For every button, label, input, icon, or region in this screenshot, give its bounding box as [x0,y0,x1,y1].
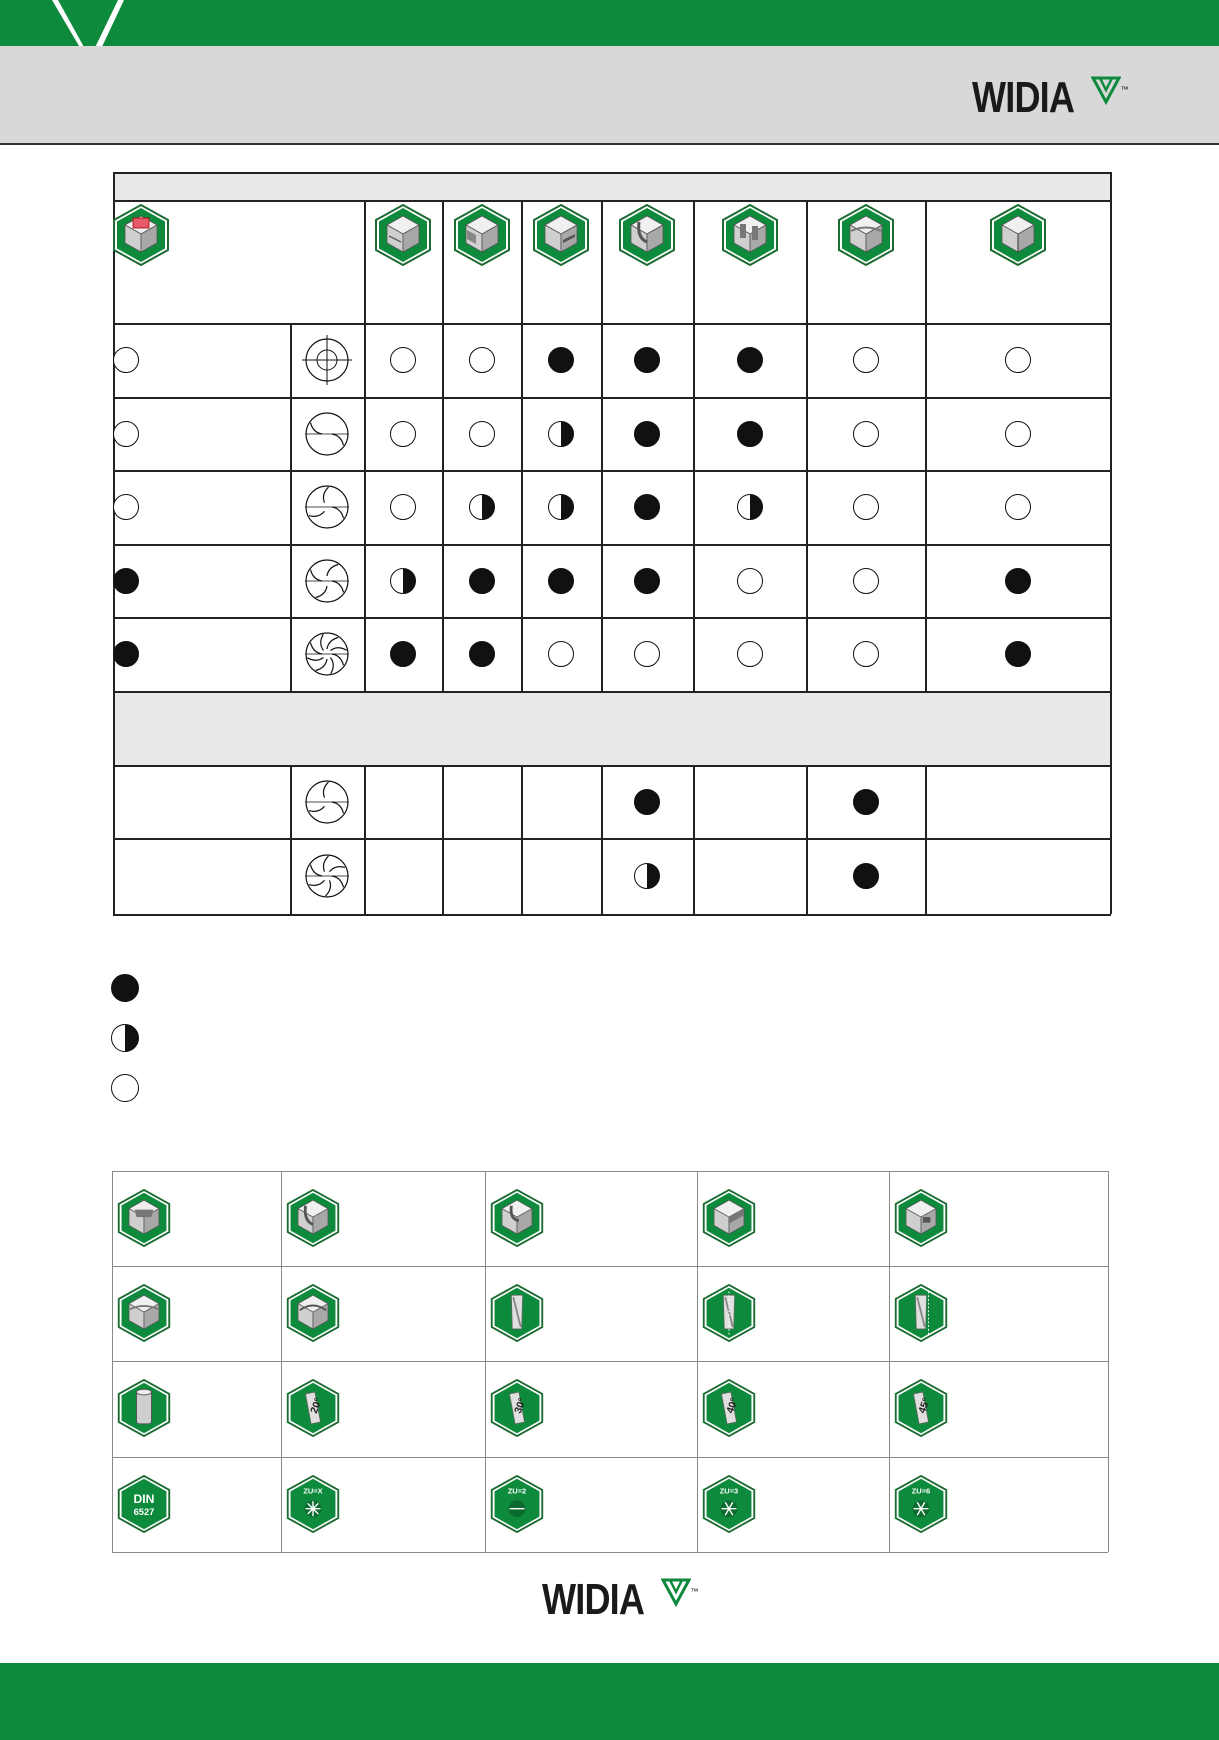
pocket-icon [117,1189,171,1247]
long-shank-icon [490,1284,544,1342]
rating-empty [737,568,763,594]
legend-empty [111,1074,139,1102]
matrix-vline [521,200,523,691]
icon-grid-vline [485,1171,486,1552]
full-slot-icon [619,204,675,266]
matrix-hline [113,914,1111,916]
zu-3-icon [702,1475,756,1533]
face-milling-icon [375,204,431,266]
rating-full [469,568,495,594]
icon-grid-vline [281,1171,282,1552]
legend-empty-dot [111,1074,139,1102]
rating-empty [634,641,660,667]
rating-full [548,347,574,373]
matrix-hline [113,765,1111,767]
matrix-vline [601,200,603,691]
icon-grid-hline [112,1266,1108,1267]
matrix-hline [113,691,1111,693]
rating-full [1005,568,1031,594]
rating-full [390,641,416,667]
matrix-vline [442,765,444,914]
ball-nose-2-flute-icon [302,777,352,827]
helix-45-icon [894,1379,948,1437]
bottom-green-bar [0,1663,1219,1740]
application-matrix [113,172,1111,914]
rating-half [469,494,495,520]
step-icon [702,1189,756,1247]
contour-3d-icon [286,1284,340,1342]
svg-text:20°: 20° [308,1396,325,1415]
rating-empty [853,494,879,520]
matrix-hline [113,397,1111,399]
matrix-section-row [113,691,1111,765]
svg-text:ZU=2: ZU=2 [507,1486,527,1496]
rating-full [634,494,660,520]
rating-empty [1005,494,1031,520]
3-flute-profile-icon [302,482,352,532]
rating-empty [113,421,139,447]
matrix-hline [113,838,1111,840]
matrix-vline [693,200,695,691]
svg-text:ZU=X: ZU=X [303,1486,323,1496]
rating-full [737,347,763,373]
icon-grid-vline [112,1171,113,1552]
header-logo [972,73,1129,122]
extra-long-shank-icon [894,1284,948,1342]
slot-icon [286,1189,340,1247]
legend-full [111,974,139,1002]
rating-empty [737,641,763,667]
matrix-title-row [113,172,1111,200]
slotting-icon [533,204,589,266]
zu-2-icon [490,1475,544,1533]
rating-full [113,568,139,594]
rating-empty [390,494,416,520]
helix-30-icon [490,1379,544,1437]
svg-text:30°: 30° [512,1396,529,1415]
svg-text:45°: 45° [916,1396,933,1415]
rating-empty [113,494,139,520]
trademark: ™ [1120,85,1129,94]
svg-text:ZU=6: ZU=6 [911,1486,931,1496]
side-milling-icon [990,204,1046,266]
top-green-bar [0,0,1219,46]
rating-empty [469,421,495,447]
ball-nose-4-flute-icon [302,851,352,901]
long-shank-coolant-icon [702,1284,756,1342]
rating-empty [853,641,879,667]
legend-full-dot [111,974,139,1002]
icon-grid-vline [1108,1171,1109,1552]
multi-flute-profile-icon [302,629,352,679]
copy-profile-icon [117,1284,171,1342]
svg-text:DIN: DIN [133,1492,155,1507]
cylindrical-shank-icon [117,1379,171,1437]
matrix-vline [290,765,292,914]
rating-empty [469,347,495,373]
zu-6-icon [894,1475,948,1533]
matrix-hline [113,470,1111,472]
rating-empty [1005,421,1031,447]
rating-half [737,494,763,520]
rating-empty [390,347,416,373]
matrix-hline [113,200,1111,202]
matrix-hline [113,323,1111,325]
icon-legend-grid [112,1171,1108,1552]
rating-full [634,568,660,594]
2-flute-profile-icon [302,409,352,459]
rating-half [548,494,574,520]
brand-name: WIDIA [972,73,1075,122]
din-6527-icon [117,1475,171,1533]
matrix-vline [806,765,808,914]
rating-half [390,568,416,594]
rating-empty [853,421,879,447]
legend-half-dot [111,1024,139,1052]
hard-material-icon [113,204,169,266]
rating-half [634,863,660,889]
footer-widia-triangle-icon [661,1578,691,1608]
shoulder-milling-icon [454,204,510,266]
svg-text:ZU=3: ZU=3 [719,1486,739,1496]
rating-empty [853,347,879,373]
rating-empty [1005,347,1031,373]
footer-brand-name: WIDIA [542,1575,645,1624]
helix-40-icon [702,1379,756,1437]
rating-full [634,347,660,373]
rating-full [469,641,495,667]
profile-3d-icon [838,204,894,266]
icon-grid-hline [112,1171,1108,1172]
rating-empty [390,421,416,447]
matrix-hline [113,172,1111,174]
matrix-hline [113,544,1111,546]
svg-text:6527: 6527 [133,1507,155,1518]
matrix-vline [925,200,927,691]
matrix-vline [925,765,927,914]
matrix-vline [442,200,444,691]
rating-full [634,421,660,447]
1-flute-crosshair-icon [302,335,352,385]
matrix-vline [601,765,603,914]
matrix-vline [113,172,115,914]
svg-text:40°: 40° [724,1396,741,1415]
rating-full [113,641,139,667]
rating-half [548,421,574,447]
matrix-vline [521,765,523,914]
ramping-icon [894,1189,948,1247]
4-flute-profile-icon [302,556,352,606]
rating-full [1005,641,1031,667]
icon-grid-hline [112,1361,1108,1362]
legend-half [111,1024,139,1052]
icon-grid-vline [889,1171,890,1552]
rating-full [853,863,879,889]
matrix-hline [113,617,1111,619]
rating-full [634,789,660,815]
footer-logo [542,1575,699,1624]
rating-empty [853,568,879,594]
widia-triangle-icon [1091,76,1121,106]
plunge-slot-icon [490,1189,544,1247]
footer-trademark: ™ [690,1587,699,1596]
rating-full [737,421,763,447]
matrix-vline [364,765,366,914]
rating-empty [548,641,574,667]
rating-empty [113,347,139,373]
matrix-vline [1110,172,1112,914]
matrix-vline [290,323,292,691]
pocketing-icon [722,204,778,266]
rating-full [548,568,574,594]
matrix-vline [806,200,808,691]
matrix-vline [364,200,366,691]
matrix-vline [693,765,695,914]
icon-grid-hline [112,1457,1108,1458]
helix-20-icon [286,1379,340,1437]
zu-x-icon [286,1475,340,1533]
rating-full [853,789,879,815]
icon-grid-hline [112,1552,1108,1553]
icon-grid-vline [697,1171,698,1552]
